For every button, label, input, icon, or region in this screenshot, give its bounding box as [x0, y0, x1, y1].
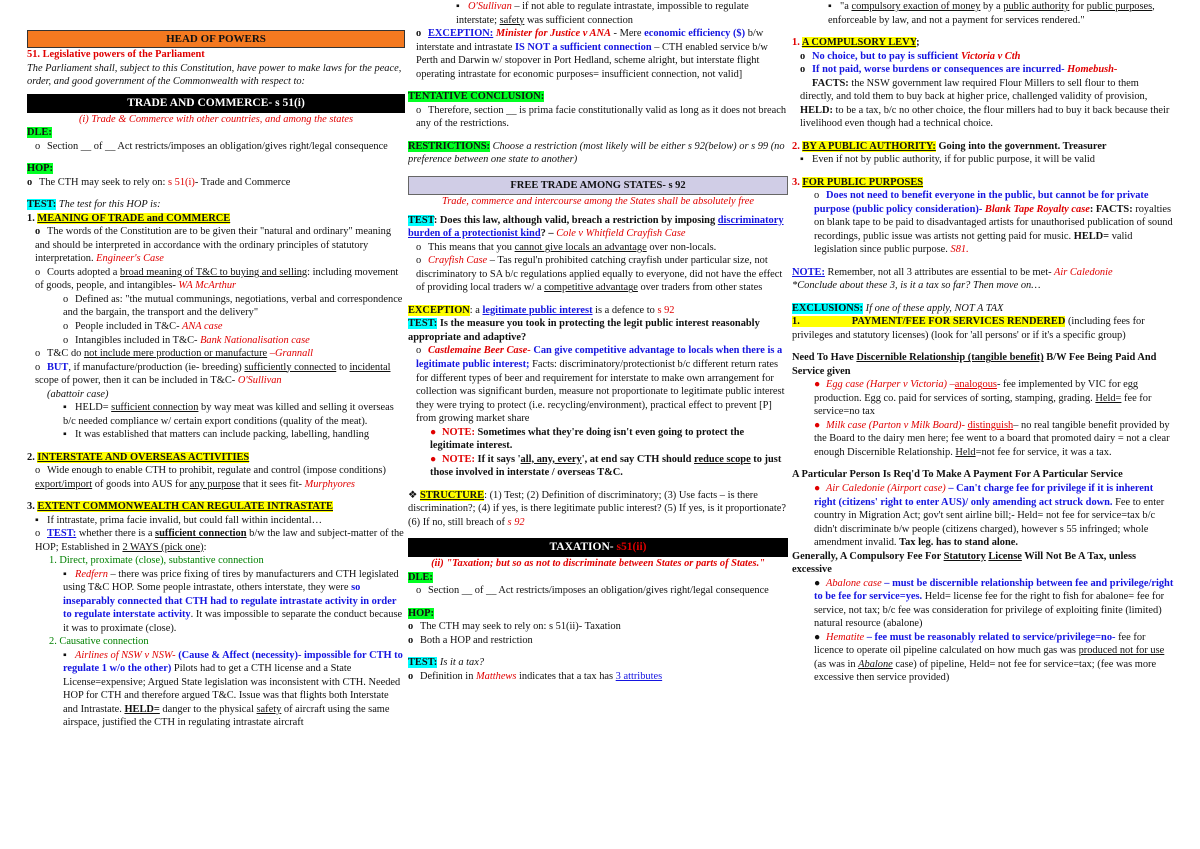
free-trade-p1: o This means that you cannot give locals an advantage over non-locals. [416, 241, 717, 253]
exclusions-line: EXCLUSIONS: If one of these apply, NOT A TAX [792, 302, 1004, 314]
test-public-interest: TEST: Is the measure you took in protecting the legit public interest reasonably appropriate and adaptive? [408, 318, 760, 343]
free-trade-header: FREE TRADE AMONG STATES- s 92 [408, 176, 788, 196]
hop-text: o The CTH may seek to rely on: s 51(i)- Trade and Commerce [27, 176, 291, 188]
column-right [792, 0, 1175, 800]
tax-dle-text: o Section __ of __ Act restricts/imposes an obligation/gives right/legal consequence [416, 585, 769, 597]
levy-heading: 1. A COMPULSORY LEVY; [792, 37, 920, 49]
trade-subtitle: (i) Trade & Commerce with other countries, and among the states [78, 113, 354, 125]
levy-p1: o No choice, but to pay is sufficient Victoria v Cth [800, 50, 1021, 62]
way2-airlines: ▪ Airlines of NSW v NSW- (Cause & Affect (necessity)- impossible for CTH to regulate 1 w/o the other) Pilots had to get a CTH license and a State License=expensive; Argued State legislation was inconsistent with CTH. Needed HOP for CTH and therefore argued T&C. Issue was that flights both Interstate and Intrastate. HELD= danger to the physical safety of aircraft using the same airspace, justified the CTH in regulating intrastate aircraft [63, 649, 403, 729]
meaning-b2: ▪ It was established that matters can include packing, labelling, handling [63, 429, 370, 441]
discernible-heading: Need To Have Discernible Relationship (tangible benefit) B/W Fee Being Paid And Service given [792, 352, 1157, 377]
exception-ana: o EXCEPTION: Minister for Justice v ANA - Mere economic efficiency ($) b/w interstate and intrastate IS NOT a sufficient connection – CTH enabled service b/w Perth and Darwin w/ stopover in Port Hedland, scheme alright, but interstate flight operating intrastate for economic purposes= insufficient connection, not valid] [416, 28, 768, 80]
tax-dle-label: DLE: [408, 571, 433, 583]
note-2: ● NOTE: If it says 'all, any, every', at end say CTH should reduce scope to just those involved in interstate / overseas T&C. [430, 453, 782, 479]
dle-text: o Section __ of __ Act restricts/imposes an obligation/gives right/legal consequence [35, 140, 388, 152]
column-middle [408, 0, 788, 800]
egg-case: ● Egg case (Harper v Victoria) –analogous- fee implemented by VIC for egg production. Egg co. paid for services of sorting, stamping, grading. Held= fee for service=no tax [814, 379, 1152, 418]
meaning-d2: o People included in T&C- ANA case [63, 321, 223, 332]
generally-heading: Generally, A Compulsory Fee For Statutory License Will Not Be A Tax, unless excessive [792, 550, 1137, 576]
purposes-p1: o Does not need to benefit everyone in the public, but cannot be for private purpose (public policy consideration)- Blank Tape Royalty case: FACTS: royalties on blank tape to be paid to disadvantaged artists for unauthorised publication of sound recordings, public issue was artists not getting paid for music. HELD= valid legislation since public purpose. S81. [814, 190, 1173, 256]
osullivan-note: ▪ O'Sullivan – if not able to regulate intrastate, impossible to regulate interstate; safety was sufficient connection [456, 1, 749, 26]
s51-title: 51. Legislative powers of the Parliament [27, 49, 205, 61]
air-caledonie-case: ● Air Caledonie (Airport case) – Can't charge fee for privilege if it is inherent right (citizens' right to enter AUS)/ only amending act struck down. Fee to enter country in Migration Act; gov't sent airline bill;- Held= not fee for service=tax b/c didn't discriminate b/w people (citizens charged), however s 55 infringed; whole amendment invalid. Tax leg. has to stand alone. [814, 482, 1165, 549]
intrastate-heading: 3. EXTENT COMMONWEALTH CAN REGULATE INTRASTATE [27, 501, 333, 513]
way1-heading: 1. Direct, proximate (close), substantive connection [49, 555, 264, 567]
way2-heading: 2. Causative connection [49, 636, 149, 648]
free-trade-subtitle: Trade, commerce and intercourse among the States shall be absolutely free [442, 196, 754, 208]
test-line: TEST: The test for this HOP is: [27, 199, 161, 211]
purposes-heading: 3. FOR PUBLIC PURPOSES [792, 176, 924, 188]
levy-p2: o If not paid, worse burdens or consequences are incurred- Homebush- FACTS: the NSW government law required Flour Millers to sell flour to them directly, and told them to buy back at higher price, challenged validity of provision, HELD: to be a tax, b/c no other choice, the flour millers had to buy it back because their livelihood even though had a technical choice. [800, 64, 1170, 130]
tax-hop-t1: o The CTH may seek to rely on: s 51(ii)- Taxation [408, 621, 621, 633]
structure-line: ❖ STRUCTURE: (1) Test; (2) Definition of discriminatory; (3) Use facts – is there discrimination?; (4) if yes, is there legitimate public interest? (5) If yes, is it proportionate? (6) If no, still breach of s 92 [408, 489, 786, 528]
castlemaine-case: o Castlemaine Beer Case- Can give competitive advantage to locals when there is a legitimate public interest; Facts: discriminatory/protectionist b/c different return rates for different types of beer and requirement for interstate to make own arrangement for collection was significant burden, measure not proportionate to legitimate public interest they were trying to protect (i.e. recycling/environment), practical effect to prevent [P] from growing market share [416, 345, 785, 425]
conclude-note: *Conclude about these 3, is it a tax so far? Then move on… [792, 280, 1041, 292]
exclusion-1: 1. PAYMENT/FEE FOR SERVICES RENDERED (including fees for privileges and statutory licenses) (look for 'all persons' or if it's a specific group) [792, 316, 1145, 341]
trade-commerce-header: TRADE AND COMMERCE- s 51(i) [27, 94, 405, 113]
exception-public-interest: EXCEPTION: a legitimate public interest is a defence to s 92 [408, 304, 675, 316]
milk-case: ● Milk case (Parton v Milk Board)- distinguish– no real tangible benefit provided by the Board to the dairy men here; fee went to a board that promoted dairy = not a clear enough Discernible Relationship. Held=not fee for service, it was a tax. [814, 419, 1170, 458]
tentative-label: TENTATIVE CONCLUSION: [408, 91, 545, 103]
free-trade-test: TEST: Does this law, although valid, breach a restriction by imposing discriminatory burden of a protectionist kind? – Cole v Whitfield Crayfish Case [408, 214, 784, 240]
meaning-d1: o Defined as: "the mutual communings, negotiations, verbal and correspondence and the bargain, the transport and the delivery" [63, 293, 403, 319]
s51-text: The Parliament shall, subject to this Constitution, have power to make laws for the peace, order, and good government of the Commonwealth with respect to: [27, 62, 402, 88]
meaning-p4: o BUT, if manufacture/production (ie- breeding) sufficiently connected to incidental scope of power, then it can be included in T&C- O'Sullivan (abattoir case) [35, 361, 391, 400]
abalone-case: ● Abalone case – must be discernible relationship between fee and privilege/right to be fee for service=yes. Held= license fee for the right to fish for abalone= fee for service, not tax; b/c fee was consideration for privilege of exploiting finite (limited) natural resource (abalone) [814, 577, 1174, 630]
hematite-case: ● Hematite – fee must be reasonably related to service/privilege=no- fee for licence to operate oil pipeline calculated on how much gas was produced not for use (as was in Abalone case) of pipeline, Held= not fee for service=tax; (fee was more excessive then service provided) [814, 631, 1165, 684]
meaning-d3: o Intangibles included in T&C- Bank Nationalisation case [63, 334, 310, 346]
interstate-heading: 2. INTERSTATE AND OVERSEAS ACTIVITIES [27, 451, 250, 463]
particular-person-heading: A Particular Person Is Req'd To Make A Payment For A Particular Service [792, 469, 1123, 481]
authority-b1: ▪ Even if not by public authority, if for public purpose, it will be valid [800, 154, 1095, 166]
intrastate-b1: ▪ If intrastate, prima facie invalid, but could fall within incidental… [35, 514, 322, 526]
taxation-header: TAXATION- s51(ii) [408, 538, 788, 557]
authority-heading: 2. BY A PUBLIC AUTHORITY: Going into the government. Treasurer [792, 140, 1107, 152]
meaning-p3: o T&C do not include mere production or manufacture –Grannall [35, 348, 314, 360]
note-1: ● NOTE: Sometimes what they're doing isn't even going to protect the legitimate interest. [430, 426, 745, 452]
taxation-subtitle: (ii) "Taxation; but so as not to discriminate between States or parts of States." [431, 558, 765, 570]
note-air-caledonie: NOTE: Remember, not all 3 attributes are essential to be met- Air Caledonie [792, 266, 1113, 278]
head-of-powers-header: HEAD OF POWERS [27, 30, 405, 48]
restrictions-line: RESTRICTIONS: Choose a restriction (most likely will be either s 92(below) or s 99 (no preference between one state to another) [408, 140, 785, 166]
column-left [27, 30, 405, 830]
interstate-p1: o Wide enough to enable CTH to prohibit, regulate and control (impose conditions) export/import of goods into AUS for any purpose that it sees fit- Murphyores [35, 465, 386, 490]
way1-redfern: ▪ Redfern – there was price fixing of tires by manufacturers and CTH legislated using T&C HOP. Some people intrastate, others interstate, they were so inseparably connected that CTH had to regulate intrastate activity in order to regulate interstate activity. It was impossible to separate the conduct because it was to proximate (close). [63, 568, 403, 634]
intrastate-test: o TEST: whether there is a sufficient connection b/w the law and subject-matter of the HOP; Established in 2 WAYS (pick one): [35, 528, 404, 553]
meaning-p2: o Courts adopted a broad meaning of T&C to buying and selling: including movement of goods, people, and intangibles- WA McArthur [35, 266, 399, 292]
dle-label: DLE: [27, 127, 52, 139]
meaning-p1: o The words of the Constitution are to be given their "natural and ordinary" meaning and should be interpreted in accordance with the ordinary principles of statutory interpretation. Engineer's Case [35, 226, 392, 265]
free-trade-p2: o Crayfish Case – Tas regul'n prohibited catching crayfish under particular size, not discriminatory to SA b/c regulations applied equally to everyone, did not have the effect of providing local traders w/ a competitive advantage over traders from other states [416, 255, 783, 294]
tax-hop-label: HOP: [408, 607, 434, 619]
tax-definition: o Definition in Matthews indicates that a tax has 3 attributes [408, 670, 663, 682]
meaning-heading: 1. MEANING OF TRADE and COMMERCE [27, 212, 231, 224]
tax-test-line: TEST: Is it a tax? [408, 657, 485, 669]
meaning-b1: ▪ HELD= sufficient connection by way meat was killed and selling it overseas b/c needed compliance w/ certain export conditions (quality of the meat). [63, 402, 394, 427]
tax-hop-t2: o Both a HOP and restriction [408, 634, 533, 646]
tentative-text: o Therefore, section __ is prima facie constitutionally valid as long as it does not breach any of the restrictions. [416, 104, 787, 130]
tax-quote: ▪ "a compulsory exaction of money by a public authority for public purposes, enforceable by law, and not a payment for services rendered." [828, 1, 1155, 26]
hop-label: HOP: [27, 163, 53, 175]
